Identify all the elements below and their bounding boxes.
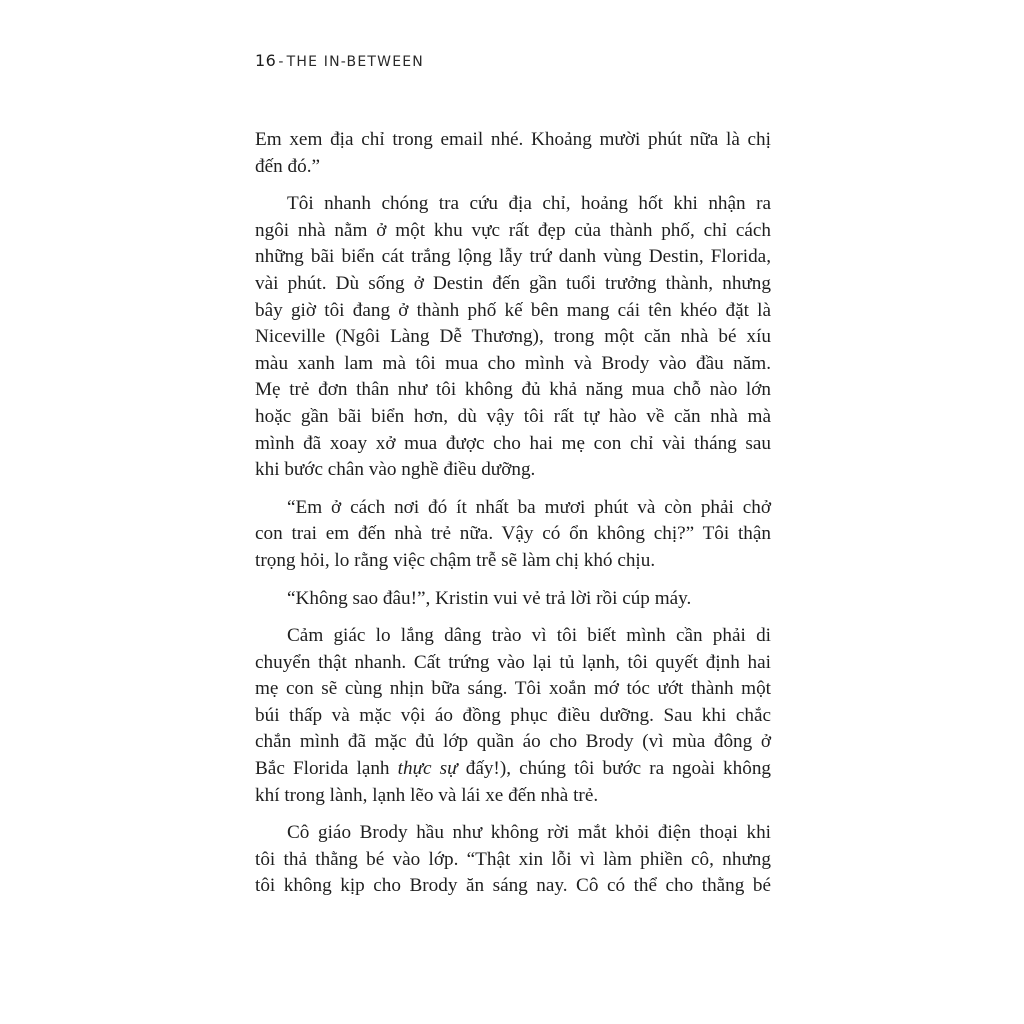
header-separator: - [278,54,285,70]
text-line: khi bước chân vào nghề điều dưỡng. [255,459,536,481]
running-header [255,51,424,70]
text-line: búi thấp và mặc vội áo đồng phục điều dưỡng. Sau khi chắc [255,704,771,726]
paragraph [255,820,771,900]
text-run: Bắc Florida lạnh [255,758,398,780]
text-line: bây giờ tôi đang ở thành phố kế bên mang cái tên khéo đặt là [255,299,771,321]
paragraph [255,495,771,575]
text-line: chuyển thật nhanh. Cất trứng vào lại tủ lạnh, tôi quyết định hai [255,651,771,673]
paragraph [255,586,771,613]
text-line: con trai em đến nhà trẻ nữa. Vậy có ổn không chị?” Tôi thận [255,523,771,545]
paragraph [255,191,771,484]
text-line: ngôi nhà nằm ở một khu vực rất đẹp của thành phố, chỉ cách [255,219,771,241]
text-line: mẹ con sẽ cùng nhịn bữa sáng. Tôi xoắn mớ tóc ướt thành một [255,678,771,700]
text-line: chắn mình đã mặc đủ lớp quần áo cho Brody (vì mùa đông ở [255,731,771,753]
page-number: 16 [255,51,277,70]
text-line: màu xanh lam mà tôi mua cho mình và Brody vào đầu năm. [255,352,771,374]
text-line: Mẹ trẻ đơn thân như tôi không đủ khả năng mua chỗ nào lớn [255,379,771,401]
paragraph [255,623,771,809]
text-run: đấy!), chúng tôi bước ra ngoài không [457,758,772,780]
text-line: mình đã xoay xở mua được cho hai mẹ con chỉ vài tháng sau [255,432,771,454]
text-line: Tôi nhanh chóng tra cứu địa chỉ, hoảng hốt khi nhận ra [287,193,771,215]
text-line: Cảm giác lo lắng dâng trào vì tôi biết mình cần phải di [287,625,771,647]
body-text [255,127,771,911]
emphasis-text: thực sự [397,758,458,780]
paragraph [255,127,771,180]
text-line: Niceville (Ngôi Làng Dễ Thương), trong một căn nhà bé xíu [255,326,771,348]
text-line: đến đó.” [255,155,321,177]
text-line: trọng hỏi, lo rằng việc chậm trễ sẽ làm chị khó chịu. [255,549,656,571]
text-line: Em xem địa chỉ trong email nhé. Khoảng mười phút nữa là chị [255,129,771,150]
text-line: hoặc gần bãi biển hơn, dù vậy tôi rất tự hào về căn nhà mà [255,405,771,427]
text-line: “Em ở cách nơi đó ít nhất ba mươi phút và còn phải chở [287,496,771,518]
text-line-with-emphasis [255,756,771,783]
text-line: những bãi biển cát trắng lộng lẫy trứ danh vùng Destin, Florida, [255,246,771,268]
text-line: “Không sao đâu!”, Kristin vui vẻ trả lời rồi cúp máy. [287,587,692,609]
text-line: Cô giáo Brody hầu như không rời mắt khỏi điện thoại khi [287,822,771,844]
book-title: THE IN-BETWEEN [286,54,424,70]
text-line: vài phút. Dù sống ở Destin đến gần tuổi trưởng thành, nhưng [255,272,771,294]
text-line: tôi thả thằng bé vào lớp. “Thật xin lỗi vì làm phiền cô, nhưng [255,848,771,870]
text-line: khí trong lành, lạnh lẽo và lái xe đến nhà trẻ. [255,784,599,806]
text-line: tôi không kịp cho Brody ăn sáng nay. Cô có thể cho thằng bé [255,875,771,897]
